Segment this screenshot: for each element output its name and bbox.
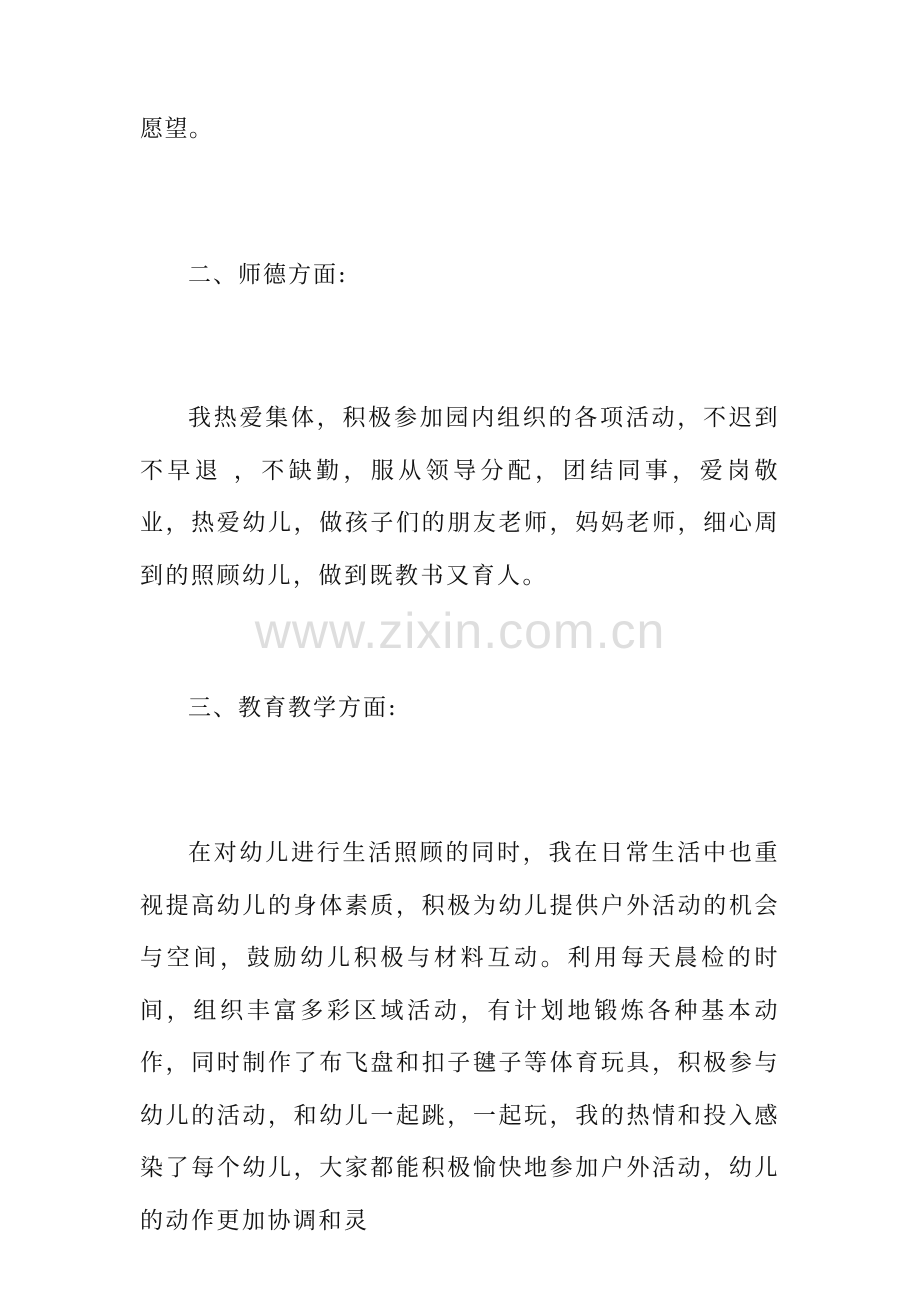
intro-tail-text: 愿望。 [140,116,214,142]
section-2-heading: 二、师德方面: [188,262,348,288]
section-3-paragraph: 在对幼儿进行生活照顾的同时，我在日常生活中也重视提高幼儿的身体素质，积极为幼儿提供户外活动的机会与空间，鼓励幼儿积极与材料互动。利用每天晨检的时间，组织丰富多彩区域活动，有计划地锻炼各种基本动作，同时制作了布飞盘和扣子毽子等体育玩具，积极参与幼儿的活动，和幼儿一起跳，一起玩，我的热情和投入感染了每个幼儿，大家都能积极愉快地参加户外活动，幼儿的动作更加协调和灵 [140,840,780,1234]
watermark: www.zixin.com.cn [254,603,666,659]
section-3-heading: 三、教育教学方面: [188,695,398,721]
section-2-paragraph: 我热爱集体，积极参加园内组织的各项活动，不迟到不早退 ，不缺勤，服从领导分配，团结同事，爱岗敬业，热爱幼儿，做孩子们的朋友老师，妈妈老师，细心周到的照顾幼儿，做到既教书又育人。 [140,405,780,589]
